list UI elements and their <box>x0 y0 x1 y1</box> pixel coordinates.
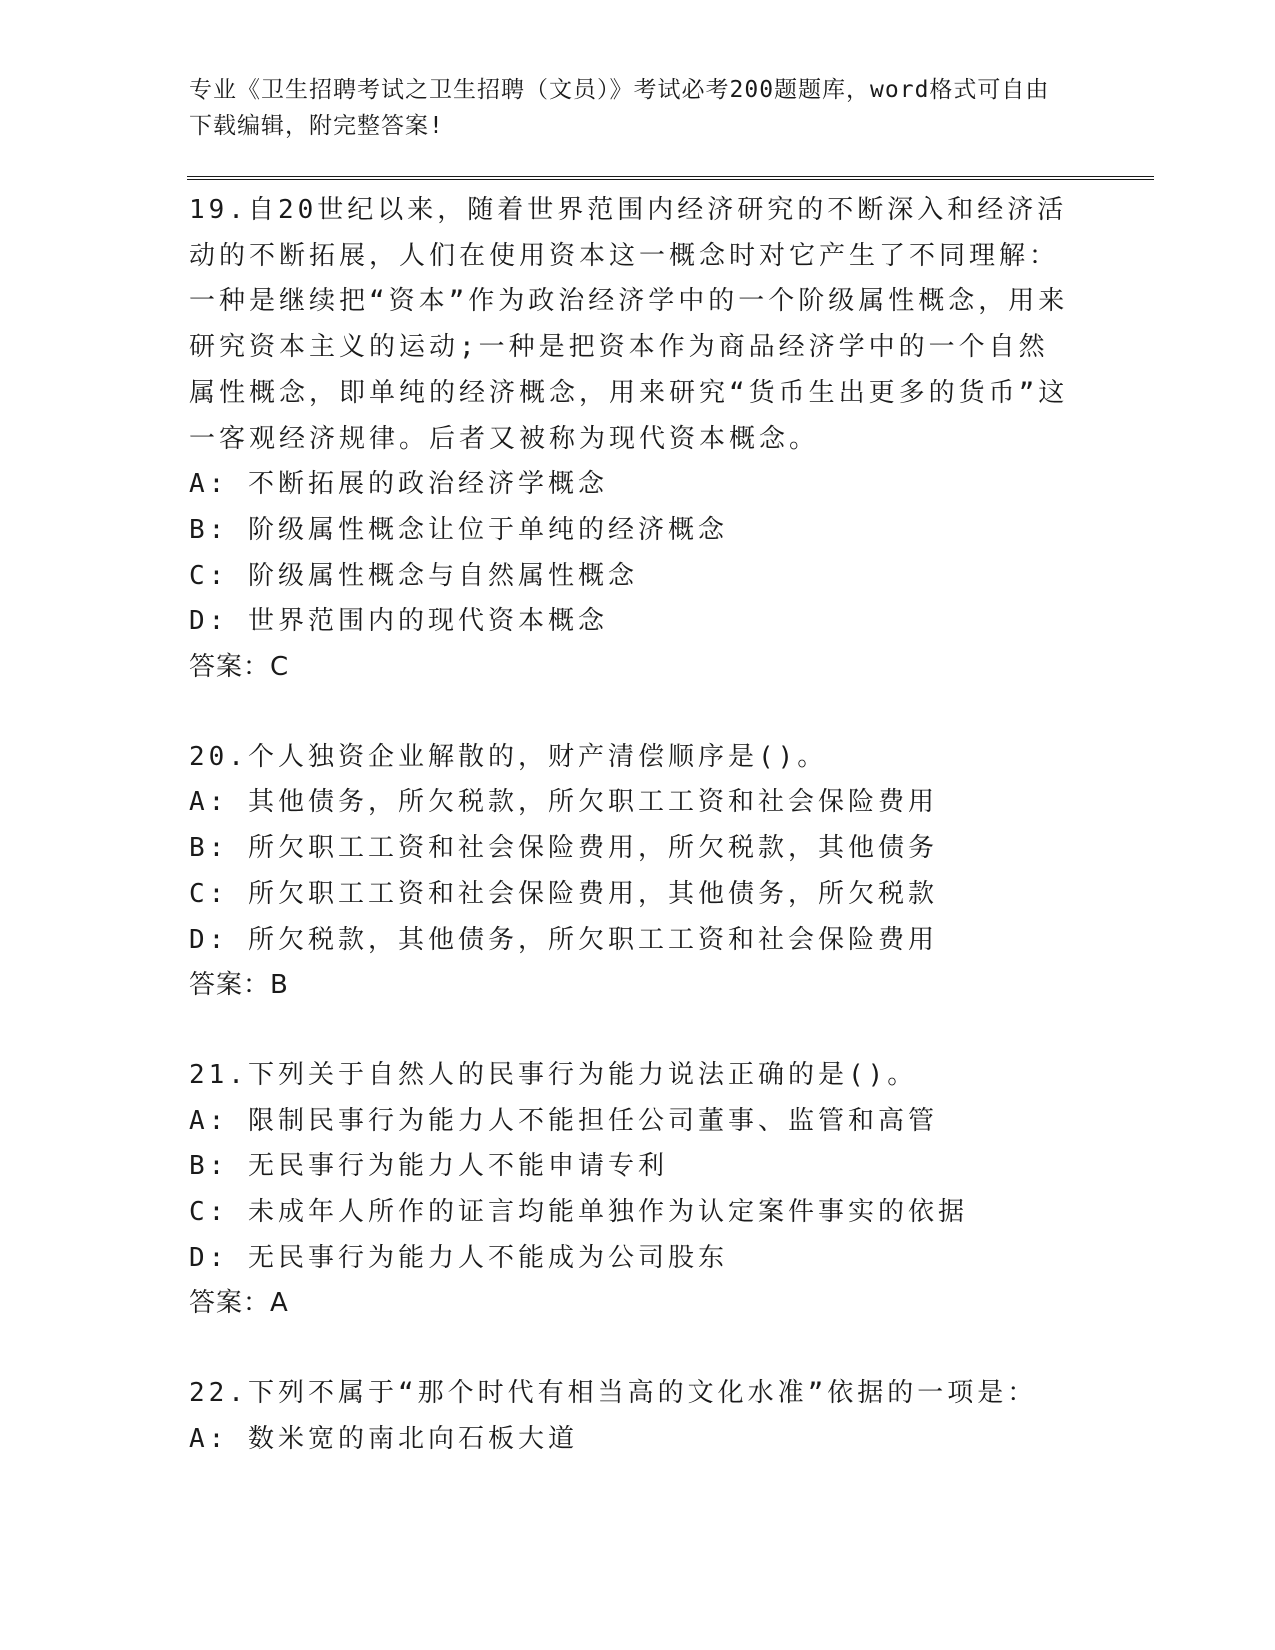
question-text: 22.下列不属于“那个时代有相当高的文化水准”依据的一项是： <box>189 1378 1038 1409</box>
answer: 答案：C <box>189 652 290 683</box>
option-d: D: 所欠税款，其他债务，所欠职工工资和社会保险费用 <box>189 924 938 955</box>
option-d: D: 世界范围内的现代资本概念 <box>189 606 608 637</box>
document-header <box>189 72 1069 144</box>
option-a: A: 其他债务，所欠税款，所欠职工工资和社会保险费用 <box>189 787 938 818</box>
question-text: 21.下列关于自然人的民事行为能力说法正确的是()。 <box>189 1059 918 1090</box>
question-20 <box>189 735 1089 1009</box>
question-21 <box>189 1053 1089 1327</box>
option-c: C: 所欠职工工资和社会保险费用，其他债务，所欠税款 <box>189 878 938 909</box>
option-b: B: 所欠职工工资和社会保险费用，所欠税款，其他债务 <box>189 833 938 864</box>
option-a: A: 数米宽的南北向石板大道 <box>189 1423 578 1454</box>
question-text: 20.个人独资企业解散的，财产清偿顺序是()。 <box>189 741 828 772</box>
option-a: A: 限制民事行为能力人不能担任公司董事、监管和高管 <box>189 1105 938 1136</box>
option-c: C: 未成年人所作的证言均能单独作为认定案件事实的依据 <box>189 1197 968 1228</box>
header-divider <box>187 176 1154 180</box>
answer: 答案：B <box>189 970 289 1001</box>
question-22 <box>189 1371 1089 1462</box>
question-19 <box>189 188 1089 691</box>
question-list <box>189 188 1089 1507</box>
option-b: B: 无民事行为能力人不能申请专利 <box>189 1151 668 1182</box>
option-a: A: 不断拓展的政治经济学概念 <box>189 469 608 500</box>
answer: 答案：A <box>189 1288 289 1319</box>
option-d: D: 无民事行为能力人不能成为公司股东 <box>189 1242 728 1273</box>
option-b: B: 阶级属性概念让位于单纯的经济概念 <box>189 514 728 545</box>
header-text: 专业《卫生招聘考试之卫生招聘（文员）》考试必考200题题库，word格式可自由下载编辑，附完整答案! <box>189 77 1050 139</box>
question-text: 19.自20世纪以来，随着世界范围内经济研究的不断深入和经济活动的不断拓展，人们在使用资本这一概念时对它产生了不同理解：一种是继续把“资本”作为政治经济学中的一个阶级属性概念，用来研究资本主义的运动;一种是把资本作为商品经济学中的一个自然属性概念，即单纯的经济概念，用来研究“货币生出更多的货币”这一客观经济规律。后者又被称为现代资本概念。 <box>189 195 1069 454</box>
option-c: C: 阶级属性概念与自然属性概念 <box>189 560 638 591</box>
